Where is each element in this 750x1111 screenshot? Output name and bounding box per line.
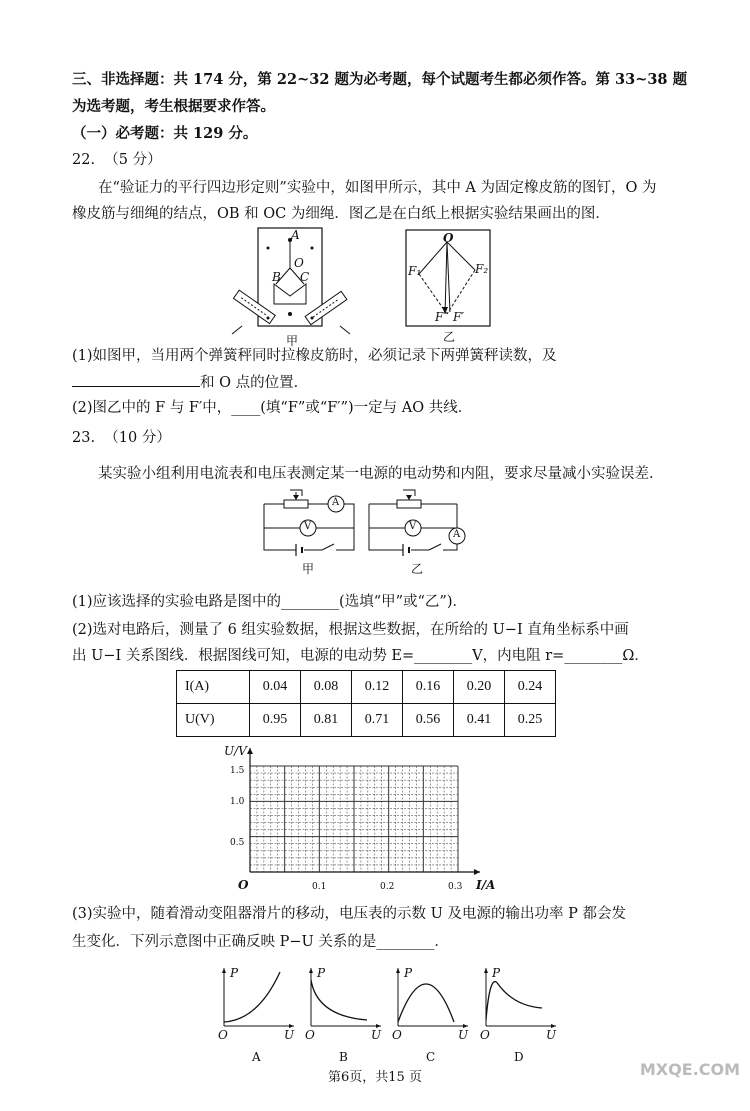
q23-part1: (1)应该选择的实验电路是图中的________(选填“甲”或“乙”)． bbox=[72, 594, 468, 610]
table-cell: 0.16 bbox=[403, 671, 454, 704]
ui-grid bbox=[220, 742, 500, 892]
label-C: C bbox=[300, 270, 310, 284]
q22-part1-cont: 和 O 点的位置． bbox=[72, 372, 308, 393]
q22-part2: (2)图乙中的 F 与 F′中，____(填“F”或“F′”)一定与 AO 共线． bbox=[72, 400, 473, 416]
table-row bbox=[177, 704, 556, 737]
label-O2: O bbox=[443, 231, 454, 245]
voltmeter-label-jia: V bbox=[304, 521, 312, 532]
x-tick: 0.3 bbox=[448, 882, 463, 892]
table-cell: 0.25 bbox=[505, 704, 556, 737]
table-cell: 0.12 bbox=[352, 671, 403, 704]
y-tick: 0.5 bbox=[230, 838, 245, 848]
grid-xlabel: I/A bbox=[476, 878, 496, 892]
table-cell: 0.20 bbox=[454, 671, 505, 704]
table-cell: 0.08 bbox=[301, 671, 352, 704]
option-p-label: P bbox=[404, 966, 413, 980]
label-O: O bbox=[294, 256, 304, 270]
label-F2: F₂ bbox=[475, 262, 489, 276]
option-p-label: P bbox=[317, 966, 326, 980]
option-letter: B bbox=[339, 1050, 348, 1064]
table-cell: 0.81 bbox=[301, 704, 352, 737]
table-cell: 0.41 bbox=[454, 704, 505, 737]
voltmeter-label-yi: V bbox=[409, 521, 417, 532]
figure-yi bbox=[405, 228, 491, 344]
q22-number: 22. （5 分） bbox=[72, 152, 162, 168]
option-o-label: O bbox=[218, 1028, 228, 1042]
data-table bbox=[176, 670, 556, 737]
grid-ylabel: U/V bbox=[224, 744, 247, 758]
option-u-label: U bbox=[458, 1028, 469, 1042]
y-tick: 1.0 bbox=[230, 797, 245, 807]
figure-jia bbox=[228, 226, 358, 348]
option-letter: C bbox=[426, 1050, 436, 1064]
option-p-label: P bbox=[492, 966, 501, 980]
label-Fp: F′ bbox=[453, 310, 465, 324]
q22-part1: (1)如图甲，当用两个弹簧秤同时拉橡皮筋时，必须记录下两弹簧秤读数，及 bbox=[72, 348, 557, 364]
q22-stem-1: 在“验证力的平行四边形定则”实验中，如图甲所示，其中 A 为固定橡皮筋的图钉，O 为 bbox=[98, 180, 657, 196]
q23-part3: (3)实验中，随着滑动变阻器滑片的移动，电压表的示数 U 及电源的输出功率 P 都会发 bbox=[72, 906, 626, 922]
table-cell: 0.95 bbox=[250, 704, 301, 737]
table-cell: 0.24 bbox=[505, 671, 556, 704]
table-cell: 0.04 bbox=[250, 671, 301, 704]
section-title-cont: 为选考题，考生根据要求作答。 bbox=[72, 98, 275, 115]
ammeter-label-jia: A bbox=[332, 497, 340, 508]
option-graph-d bbox=[480, 966, 560, 1064]
option-letter: D bbox=[514, 1050, 524, 1064]
label-B: B bbox=[272, 270, 281, 284]
circuit-yi bbox=[367, 488, 467, 576]
label-F1: F₁ bbox=[408, 264, 422, 278]
circuit-jia bbox=[262, 488, 356, 576]
figure-yi-caption: 乙 bbox=[443, 330, 456, 344]
option-o-label: O bbox=[480, 1028, 490, 1042]
q23-stem: 某实验小组利用电流表和电压表测定某一电源的电动势和内阻，要求尽量减小实验误差． bbox=[98, 466, 664, 482]
option-u-label: U bbox=[371, 1028, 382, 1042]
answer-blank[interactable] bbox=[72, 372, 200, 387]
option-u-label: U bbox=[546, 1028, 557, 1042]
q23-number: 23. （10 分） bbox=[72, 430, 171, 446]
label-F: F bbox=[435, 310, 444, 324]
y-tick: 1.5 bbox=[230, 766, 245, 776]
option-o-label: O bbox=[392, 1028, 402, 1042]
figure-jia-caption: 甲 bbox=[286, 334, 299, 348]
grid-origin: O bbox=[238, 878, 249, 892]
table-cell: 0.71 bbox=[352, 704, 403, 737]
q23-part2-cont: 出 U−I 关系图线．根据图线可知，电源的电动势 E=________V，内电阻 r=________Ω． bbox=[72, 648, 649, 664]
ammeter-label-yi: A bbox=[453, 529, 461, 540]
option-letter: A bbox=[252, 1050, 261, 1064]
x-tick: 0.1 bbox=[312, 882, 327, 892]
section-subtitle: （一）必考题：共 129 分。 bbox=[72, 125, 258, 142]
section-title: 三、非选择题：共 174 分，第 22~32 题为必考题，每个试题考生都必须作答。第 33~38 题 bbox=[72, 71, 688, 88]
circuit-yi-caption: 乙 bbox=[411, 562, 424, 576]
page-footer: 第6页，共15 页 bbox=[328, 1070, 422, 1085]
table-head-I: I(A) bbox=[177, 671, 250, 704]
watermark-logo: MXQE.COM bbox=[639, 1060, 740, 1079]
table-row bbox=[177, 671, 556, 704]
q23-part2: (2)选对电路后，测量了 6 组实验数据，根据这些数据，在所给的 U−I 直角坐标系中画 bbox=[72, 622, 629, 638]
label-A: A bbox=[291, 228, 300, 242]
option-p-label: P bbox=[230, 966, 239, 980]
option-graph-b bbox=[305, 966, 385, 1064]
q23-part3-cont: 生变化．下列示意图中正确反映 P−U 关系的是________． bbox=[72, 934, 449, 950]
option-o-label: O bbox=[305, 1028, 315, 1042]
table-head-U: U(V) bbox=[177, 704, 250, 737]
option-u-label: U bbox=[284, 1028, 295, 1042]
x-tick: 0.2 bbox=[380, 882, 395, 892]
circuit-jia-caption: 甲 bbox=[302, 562, 315, 576]
table-cell: 0.56 bbox=[403, 704, 454, 737]
option-graph-a bbox=[218, 966, 298, 1064]
option-graph-c bbox=[392, 966, 472, 1064]
q22-stem-2: 橡皮筋与细绳的结点，OB 和 OC 为细绳．图乙是在白纸上根据实验结果画出的图． bbox=[72, 206, 610, 222]
